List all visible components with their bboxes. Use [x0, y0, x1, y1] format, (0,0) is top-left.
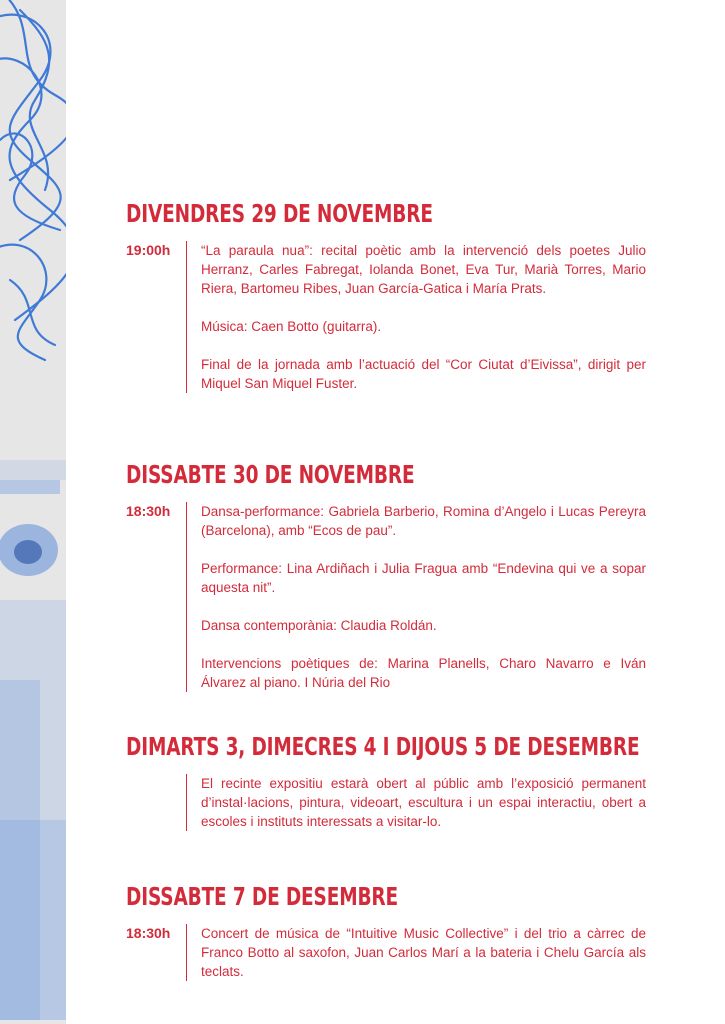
event-description [186, 241, 646, 393]
event-section-4 [126, 882, 646, 981]
event-time: 18:30h [126, 503, 171, 519]
event-time: 18:30h [126, 925, 171, 941]
event-paragraph: Performance: Lina Ardiñach i Julia Fragua amb “Endevina qui ve a sopar aquesta nit”. [201, 561, 646, 595]
event-description [186, 774, 646, 831]
event-heading: DIMARTS 3, DIMECRES 4 I DIJOUS 5 DE DESEMBRE [126, 732, 640, 761]
event-paragraph: Final de la jornada amb l’actuació del “Cor Ciutat d’Eivissa”, dirigit per Miquel San Miquel Fuster. [201, 357, 646, 391]
event-row [126, 241, 646, 393]
event-row [126, 502, 646, 692]
event-section-2 [126, 460, 646, 692]
face-scribble-art [0, 0, 66, 1024]
event-description [186, 502, 646, 692]
event-heading: DISSABTE 30 DE NOVEMBRE [126, 460, 415, 489]
event-time: 19:00h [126, 242, 171, 258]
event-section-3 [126, 732, 646, 831]
event-heading: DISSABTE 7 DE DESEMBRE [126, 882, 399, 911]
event-paragraph: Música: Caen Botto (guitarra). [201, 319, 382, 334]
event-heading: DIVENDRES 29 DE NOVEMBRE [126, 199, 433, 228]
event-paragraph: Dansa-performance: Gabriela Barberio, Romina d’Angelo i Lucas Pereyra (Barcelona), amb “Ecos de pau”. [201, 504, 646, 538]
event-paragraph: “La paraula nua”: recital poètic amb la intervenció dels poetes Julio Herranz, Carles Fabregat, Iolanda Bonet, Eva Tur, Marià Torres, Mario Riera, Bartomeu Ribes, Juan García-Gatica i María Prats. [201, 243, 646, 296]
event-description [186, 924, 646, 981]
event-paragraph: Dansa contemporània: Claudia Roldán. [201, 618, 437, 633]
event-paragraph: El recinte expositiu estarà obert al públic amb l’exposició permanent d’instal·lacions, pintura, videoart, escultura i un espai interactiu, obert a escoles i instituts interessats a visitar-lo. [201, 776, 646, 829]
event-row [126, 774, 646, 831]
event-paragraph: Concert de música de “Intuitive Music Collective” i del trio a càrrec de Franco Botto al saxofon, Juan Carlos Marí a la bateria i Chelu García als teclats. [201, 926, 646, 979]
event-section-1 [126, 199, 646, 393]
event-row [126, 924, 646, 981]
event-paragraph: Intervencions poètiques de: Marina Planells, Charo Navarro e Iván Álvarez al piano. I Núria del Rio [201, 656, 646, 690]
